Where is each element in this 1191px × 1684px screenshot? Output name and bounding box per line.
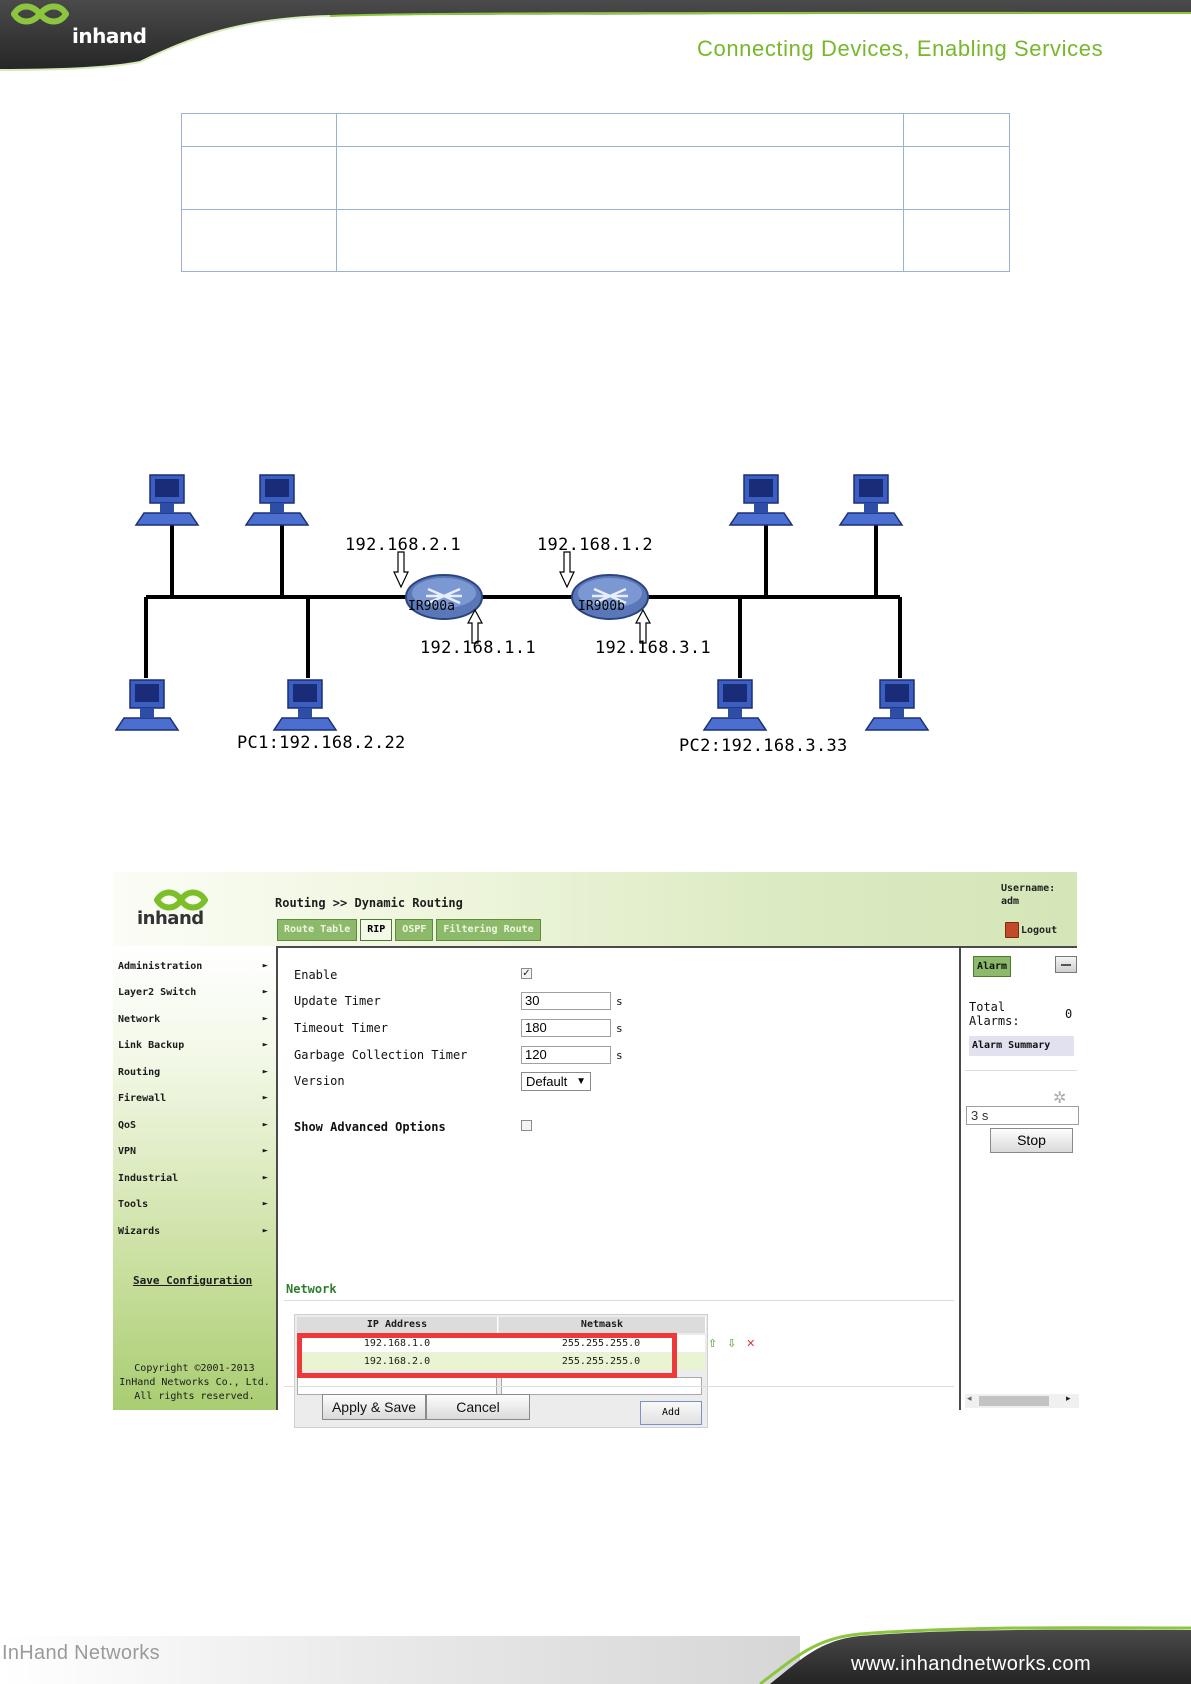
table-cell bbox=[904, 147, 1010, 210]
breadcrumb: Routing >> Dynamic Routing bbox=[275, 896, 463, 910]
header-tagline: Connecting Devices, Enabling Services bbox=[697, 36, 1104, 61]
row-ip: 192.168.2.0 bbox=[363, 1356, 431, 1367]
copyright-line: All rights reserved. bbox=[134, 1391, 255, 1402]
chevron-right-icon: ► bbox=[262, 1014, 268, 1024]
sidebar-item-label: Administration bbox=[118, 961, 203, 972]
version-label: Version bbox=[294, 1074, 345, 1088]
alarm-panel bbox=[959, 946, 1077, 1410]
chevron-right-icon: ► bbox=[262, 987, 268, 997]
tab-rip[interactable]: RIP bbox=[360, 919, 392, 941]
table-cell bbox=[182, 114, 337, 147]
update-timer-label: Update Timer bbox=[294, 994, 381, 1008]
highlight-box bbox=[297, 1333, 677, 1378]
table-row bbox=[182, 114, 1010, 147]
ui-logo-text: inhand bbox=[137, 908, 204, 929]
delete-icon[interactable]: ✕ bbox=[746, 1337, 756, 1350]
sidebar-item-vpn[interactable] bbox=[118, 1146, 268, 1157]
table-cell bbox=[182, 210, 337, 272]
cancel-button[interactable]: Cancel bbox=[426, 1394, 530, 1420]
apply-save-button[interactable]: Apply & Save bbox=[322, 1394, 426, 1420]
ir900a-left-ip-label: 192.168.2.1 bbox=[345, 535, 461, 555]
table-row bbox=[182, 147, 1010, 210]
username-label: Username: bbox=[1001, 883, 1056, 894]
footer-website: www.inhandnetworks.com bbox=[851, 1653, 1092, 1675]
sidebar-item-tools[interactable] bbox=[118, 1199, 268, 1210]
sidebar-item-network[interactable] bbox=[118, 1014, 268, 1025]
routing-tabs bbox=[277, 919, 541, 939]
sidebar-item-label: Layer2 Switch bbox=[118, 987, 197, 998]
sidebar bbox=[113, 946, 276, 1410]
router-name-ir900b: IR900b bbox=[578, 599, 625, 614]
sidebar-item-layer2-switch[interactable] bbox=[118, 987, 268, 998]
garbage-timer-label: Garbage Collection Timer bbox=[294, 1048, 468, 1062]
pc2-label: PC2:192.168.3.33 bbox=[679, 736, 848, 756]
tab-alarm[interactable]: Alarm bbox=[973, 956, 1011, 977]
rip-settings-panel bbox=[276, 946, 959, 1418]
table-cell bbox=[904, 210, 1010, 272]
table-cell bbox=[337, 114, 904, 147]
sidebar-item-label: Industrial bbox=[118, 1173, 179, 1184]
ir900b-left-ip-label: 192.168.1.2 bbox=[537, 535, 653, 555]
timeout-timer-input[interactable]: 180 bbox=[521, 1019, 611, 1037]
chevron-right-icon: ► bbox=[262, 1093, 268, 1103]
scroll-left-icon[interactable]: ◂ bbox=[967, 1394, 972, 1404]
advanced-options-checkbox[interactable] bbox=[521, 1120, 532, 1131]
table-cell bbox=[337, 147, 904, 210]
sidebar-item-link-backup[interactable] bbox=[118, 1040, 268, 1051]
sidebar-item-label: QoS bbox=[118, 1120, 137, 1131]
move-up-icon[interactable]: ⇧ bbox=[708, 1337, 718, 1350]
network-topology-diagram bbox=[110, 460, 950, 760]
router-web-ui bbox=[113, 872, 1077, 1418]
garbage-timer-unit: s bbox=[616, 1049, 623, 1062]
timeout-timer-label: Timeout Timer bbox=[294, 1021, 388, 1035]
update-timer-input[interactable]: 30 bbox=[521, 992, 611, 1010]
sidebar-item-label: Routing bbox=[118, 1067, 161, 1078]
move-down-icon[interactable]: ⇩ bbox=[727, 1337, 737, 1350]
version-select[interactable] bbox=[521, 1072, 591, 1091]
copyright-line: InHand Networks Co., Ltd. bbox=[119, 1377, 270, 1388]
sidebar-item-routing[interactable] bbox=[118, 1067, 268, 1078]
page-header bbox=[0, 0, 1191, 90]
pc1-label: PC1:192.168.2.22 bbox=[237, 733, 406, 753]
table-cell bbox=[337, 210, 904, 272]
enable-label: Enable bbox=[294, 968, 338, 982]
sidebar-item-administration[interactable] bbox=[118, 961, 268, 972]
network-section-title: Network bbox=[286, 1282, 337, 1296]
version-value: Default bbox=[526, 1074, 568, 1089]
update-timer-unit: s bbox=[616, 995, 623, 1008]
scrollbar-thumb[interactable] bbox=[979, 1396, 1049, 1406]
footer-company: InHand Networks bbox=[2, 1642, 160, 1664]
sidebar-item-industrial[interactable] bbox=[118, 1173, 268, 1184]
divider bbox=[284, 1300, 954, 1301]
enable-checkbox[interactable]: ✓ bbox=[522, 968, 531, 979]
page-footer bbox=[0, 1600, 1191, 1684]
copyright-line: Copyright ©2001-2013 bbox=[134, 1363, 255, 1374]
chevron-right-icon: ► bbox=[262, 1120, 268, 1130]
user-info bbox=[1001, 882, 1055, 908]
ir900b-right-ip-label: 192.168.3.1 bbox=[595, 638, 711, 658]
loading-spinner-icon: ✲ bbox=[1053, 1088, 1067, 1107]
garbage-timer-input[interactable]: 120 bbox=[521, 1046, 611, 1064]
scroll-right-icon[interactable]: ▸ bbox=[1066, 1394, 1071, 1404]
sidebar-item-label: VPN bbox=[118, 1146, 137, 1157]
refresh-interval-select[interactable]: 3 s bbox=[966, 1106, 1079, 1125]
chevron-right-icon: ► bbox=[262, 1173, 268, 1183]
header-logo-text: inhand bbox=[72, 24, 147, 48]
sidebar-item-label: Tools bbox=[118, 1199, 149, 1210]
dropdown-arrow-icon: ▼ bbox=[576, 1076, 586, 1087]
timeout-timer-unit: s bbox=[616, 1022, 623, 1035]
divider bbox=[965, 1070, 1077, 1071]
ui-top-bar bbox=[113, 872, 1077, 946]
tab-filtering-route[interactable]: Filtering Route bbox=[436, 919, 540, 941]
alarm-summary-link[interactable]: Alarm Summary bbox=[969, 1036, 1074, 1056]
tab-ospf[interactable]: OSPF bbox=[395, 919, 433, 941]
row-ip: 192.168.1.0 bbox=[363, 1338, 431, 1349]
logout-link[interactable] bbox=[1005, 922, 1057, 938]
table-cell bbox=[182, 147, 337, 210]
sidebar-item-label: Firewall bbox=[118, 1093, 167, 1104]
chevron-right-icon: ► bbox=[262, 1067, 268, 1077]
chevron-right-icon: ► bbox=[262, 1199, 268, 1209]
table-cell bbox=[904, 114, 1010, 147]
sidebar-item-label: Wizards bbox=[118, 1226, 161, 1237]
sidebar-item-wizards[interactable] bbox=[118, 1226, 268, 1237]
router-name-ir900a: IR900a bbox=[408, 599, 455, 614]
sidebar-item-qos[interactable] bbox=[118, 1120, 268, 1131]
table-row bbox=[182, 210, 1010, 272]
row-actions bbox=[708, 1337, 755, 1350]
total-alarms-label: Total Alarms: bbox=[969, 1000, 1020, 1028]
chevron-right-icon: ► bbox=[262, 1040, 268, 1050]
stop-button[interactable]: Stop bbox=[990, 1128, 1073, 1153]
minimize-icon[interactable] bbox=[1055, 956, 1077, 973]
add-button[interactable]: Add bbox=[640, 1401, 702, 1425]
chevron-right-icon: ► bbox=[262, 1226, 268, 1236]
sidebar-item-label: Link Backup bbox=[118, 1040, 185, 1051]
save-configuration-link[interactable]: Save Configuration bbox=[133, 1274, 253, 1287]
sidebar-item-firewall[interactable] bbox=[118, 1093, 268, 1104]
divider bbox=[284, 1386, 954, 1387]
sidebar-item-label: Network bbox=[118, 1014, 161, 1025]
horizontal-scrollbar[interactable] bbox=[965, 1394, 1079, 1408]
row-netmask: 255.255.255.0 bbox=[561, 1338, 641, 1349]
chevron-right-icon: ► bbox=[262, 961, 268, 971]
inhand-logo-icon bbox=[0, 0, 80, 50]
copyright-text bbox=[113, 1362, 276, 1404]
row-netmask: 255.255.255.0 bbox=[561, 1356, 641, 1367]
logout-icon bbox=[1005, 922, 1019, 938]
advanced-options-label: Show Advanced Options bbox=[294, 1120, 446, 1134]
column-header-ip: IP Address bbox=[297, 1317, 498, 1333]
column-header-netmask: Netmask bbox=[499, 1317, 706, 1333]
logout-label: Logout bbox=[1021, 924, 1058, 936]
total-alarms-value: 0 bbox=[1065, 1007, 1073, 1021]
spec-table bbox=[181, 113, 1010, 272]
ir900a-right-ip-label: 192.168.1.1 bbox=[420, 638, 536, 658]
tab-route-table[interactable]: Route Table bbox=[277, 919, 357, 941]
topology-lines bbox=[110, 460, 950, 760]
chevron-right-icon: ► bbox=[262, 1146, 268, 1156]
username-value: adm bbox=[1001, 896, 1020, 907]
